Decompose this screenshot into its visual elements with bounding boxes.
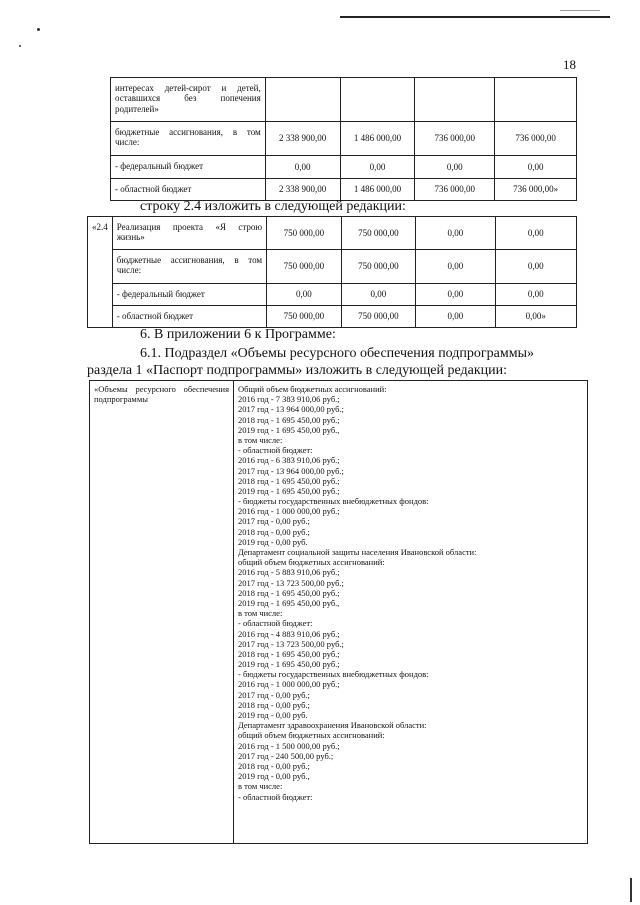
amount-cell: 750 000,00 bbox=[267, 306, 342, 328]
amount-cell: 0,00 bbox=[267, 284, 342, 306]
amount-cell: 1 486 000,00 bbox=[340, 179, 415, 201]
budget-line: 2018 год - 0,00 руб.; bbox=[238, 526, 310, 537]
budget-line: 2016 год - 1 500 000,00 руб.; bbox=[238, 740, 340, 751]
row-number: «2.4 bbox=[88, 217, 113, 328]
table-row bbox=[111, 122, 577, 156]
budget-line: 2016 год - 7 383 910,06 руб.; bbox=[238, 394, 340, 405]
description-line: числе: bbox=[115, 137, 140, 148]
table-row bbox=[111, 78, 577, 122]
amount-cell bbox=[415, 78, 495, 122]
table-row bbox=[88, 250, 577, 284]
budget-line: 2017 год - 13 723 500,00 руб.; bbox=[238, 638, 344, 649]
description-line: - областной бюджет bbox=[115, 184, 192, 194]
description-line: интересах детей-сирот и детей, bbox=[115, 83, 261, 93]
budget-line: в том числе: bbox=[238, 781, 283, 792]
budget-line: 2018 год - 1 695 450,00 руб.; bbox=[238, 587, 340, 598]
budget-line: в том числе: bbox=[238, 608, 283, 619]
budget-line: 2019 год - 0,00 руб. bbox=[238, 536, 308, 547]
budget-line: 2016 год - 1 000 000,00 руб.; bbox=[238, 506, 340, 517]
header-rule bbox=[340, 16, 610, 18]
amount-cell: 0,00 bbox=[340, 156, 415, 179]
budget-line: 2017 год - 13 723 500,00 руб.; bbox=[238, 577, 344, 588]
row-description bbox=[112, 284, 266, 306]
row-description bbox=[111, 78, 266, 122]
budget-line: 2016 год - 6 383 910,06 руб.; bbox=[238, 455, 340, 466]
budget-line: 2017 год - 13 964 000,00 руб.; bbox=[238, 404, 344, 415]
table-row bbox=[88, 306, 577, 328]
amount-cell: 736 000,00 bbox=[415, 122, 495, 156]
amount-cell: 2 338 900,00 bbox=[265, 179, 340, 201]
description-line: родителей» bbox=[115, 103, 159, 114]
amount-cell: 0,00 bbox=[495, 250, 576, 284]
budget-line: 2019 год - 1 695 450,00 руб.; bbox=[238, 485, 340, 496]
budget-line: - областной бюджет: bbox=[238, 791, 313, 802]
description-line: бюджетные ассигнования, в том bbox=[116, 255, 263, 265]
budget-line: 2018 год - 1 695 450,00 руб.; bbox=[238, 648, 340, 659]
resource-provision-label: «Объемы ресурсного обеспечения подпрограммы bbox=[90, 381, 234, 844]
amount-cell: 0,00 bbox=[416, 250, 495, 284]
appendix-heading: 6. В приложении 6 к Программе: bbox=[140, 327, 336, 342]
amount-cell: 1 486 000,00 bbox=[340, 122, 415, 156]
amount-cell: 2 338 900,00 bbox=[265, 122, 340, 156]
budget-line: 2017 год - 0,00 руб.; bbox=[238, 516, 310, 527]
budget-table-row-2-4 bbox=[87, 216, 577, 328]
scan-margin-mark bbox=[630, 878, 636, 902]
subsection-paragraph-line-1: 6.1. Подраздел «Объемы ресурсного обеспечения подпрограммы» bbox=[140, 346, 534, 361]
subsection-paragraph-line-2: раздела 1 «Паспорт подпрограммы» изложить в следующей редакции: bbox=[87, 363, 508, 378]
amount-cell: 0,00 bbox=[416, 217, 495, 250]
budget-line: 2019 год - 1 695 450,00 руб., bbox=[238, 424, 340, 435]
resource-provision-details bbox=[234, 381, 588, 844]
budget-line: Департамент социальной защиты населения Ивановской области: bbox=[238, 547, 477, 557]
budget-line: - бюджеты государственных внебюджетных фондов: bbox=[238, 496, 429, 507]
row-description bbox=[111, 156, 266, 179]
budget-line: 2019 год - 0,00 руб. bbox=[238, 710, 308, 720]
budget-line: 2019 год - 1 695 450,00 руб., bbox=[238, 597, 340, 608]
budget-line: общий объем бюджетных ассигнований: bbox=[238, 557, 385, 568]
description-line: жизнь» bbox=[116, 232, 145, 243]
scan-speck bbox=[37, 28, 40, 31]
resource-provision-table bbox=[89, 380, 588, 844]
budget-line: 2018 год - 0,00 руб.; bbox=[238, 699, 310, 710]
row-2-4-instruction: строку 2.4 изложить в следующей редакции: bbox=[140, 199, 406, 214]
amount-cell: 0,00 bbox=[416, 284, 495, 306]
amount-cell: 0,00 bbox=[495, 217, 576, 250]
budget-line: 2019 год - 1 695 450,00 руб.; bbox=[238, 659, 340, 670]
budget-line: 2018 год - 0,00 руб.; bbox=[238, 760, 310, 771]
amount-cell: 750 000,00 bbox=[341, 250, 416, 284]
description-line: числе: bbox=[116, 265, 142, 276]
budget-line: в том числе: bbox=[238, 434, 283, 445]
budget-line: 2018 год - 1 695 450,00 руб.; bbox=[238, 475, 340, 486]
budget-line: 2016 год - 1 000 000,00 руб.; bbox=[238, 679, 340, 690]
budget-line: 2016 год - 4 883 910,06 руб.; bbox=[238, 628, 340, 639]
budget-line: общий объем бюджетных ассигнований: bbox=[238, 730, 385, 741]
amount-cell: 750 000,00 bbox=[267, 217, 342, 250]
page-number: 18 bbox=[563, 57, 576, 72]
budget-line: - областной бюджет: bbox=[238, 618, 313, 629]
description-line: - федеральный бюджет bbox=[116, 289, 205, 299]
amount-cell: 750 000,00 bbox=[341, 306, 416, 328]
budget-line: 2017 год - 240 500,00 руб.; bbox=[238, 750, 334, 761]
budget-line: 2018 год - 1 695 450,00 руб.; bbox=[238, 414, 340, 425]
row-description bbox=[111, 122, 266, 156]
budget-line: 2016 год - 5 883 910,06 руб.; bbox=[238, 567, 340, 578]
description-line: - федеральный бюджет bbox=[115, 161, 204, 171]
row-description bbox=[112, 306, 266, 328]
amount-cell bbox=[265, 78, 340, 122]
table-row bbox=[111, 156, 577, 179]
table-row bbox=[88, 217, 577, 250]
budget-line: - областной бюджет: bbox=[238, 445, 313, 456]
budget-line: 2019 год - 0,00 руб., bbox=[238, 771, 310, 782]
amount-cell: 0,00 bbox=[415, 156, 495, 179]
table-row bbox=[88, 284, 577, 306]
description-line: оставшихся без попечения bbox=[115, 93, 261, 104]
budget-line: 2017 год - 13 964 000,00 руб.; bbox=[238, 465, 344, 476]
amount-cell: 0,00 bbox=[341, 284, 416, 306]
header-scan-mark bbox=[560, 10, 600, 11]
amount-cell: 0,00 bbox=[495, 156, 577, 179]
amount-cell: 736 000,00 bbox=[495, 122, 577, 156]
scan-speck bbox=[19, 45, 21, 47]
amount-cell: 736 000,00 bbox=[415, 179, 495, 201]
description-line: - областной бюджет bbox=[116, 311, 194, 321]
amount-cell: 736 000,00» bbox=[495, 179, 577, 201]
budget-line: Общий объем бюджетных ассигнований: bbox=[238, 384, 387, 394]
amount-cell bbox=[340, 78, 415, 122]
budget-line: Департамент здравоохранения Ивановской области: bbox=[238, 720, 427, 731]
amount-cell: 750 000,00 bbox=[341, 217, 416, 250]
amount-cell: 0,00 bbox=[265, 156, 340, 179]
row-description bbox=[112, 217, 266, 250]
budget-table-continued bbox=[110, 77, 577, 201]
amount-cell: 0,00» bbox=[495, 306, 576, 328]
amount-cell: 750 000,00 bbox=[267, 250, 342, 284]
amount-cell bbox=[495, 78, 577, 122]
description-line: бюджетные ассигнования, в том bbox=[115, 127, 261, 137]
description-line: Реализация проекта «Я строю bbox=[116, 222, 263, 232]
budget-line: - бюджеты государственных внебюджетных фондов: bbox=[238, 669, 429, 680]
row-description bbox=[112, 250, 266, 284]
amount-cell: 0,00 bbox=[495, 284, 576, 306]
amount-cell: 0,00 bbox=[416, 306, 495, 328]
budget-line: 2017 год - 0,00 руб.; bbox=[238, 689, 310, 700]
